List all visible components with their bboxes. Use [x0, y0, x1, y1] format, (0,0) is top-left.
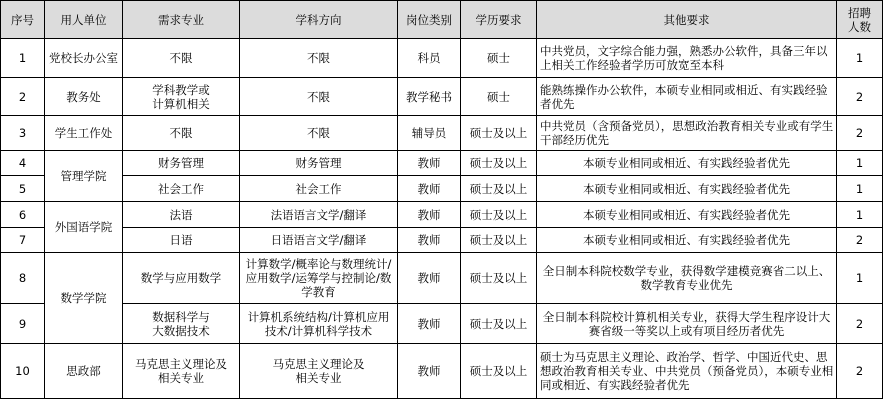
- cell-direction: 财务管理: [240, 151, 398, 176]
- table-row: [1, 78, 883, 116]
- table-row: [1, 344, 883, 399]
- header-index: 序号: [1, 1, 45, 39]
- cell-direction: 法语语言文学/翻译: [240, 202, 398, 228]
- cell-index: 2: [1, 78, 45, 116]
- cell-degree: 硕士及以上: [461, 304, 537, 344]
- cell-unit: 党校长办公室: [45, 39, 123, 78]
- table-row: [1, 228, 883, 253]
- table-row: [1, 202, 883, 228]
- cell-unit: 思政部: [45, 344, 123, 399]
- cell-index: 10: [1, 344, 45, 399]
- cell-degree: 硕士及以上: [461, 116, 537, 151]
- header-unit: 用人单位: [45, 1, 123, 39]
- cell-degree: 硕士及以上: [461, 344, 537, 399]
- cell-count: 2: [837, 78, 883, 116]
- cell-direction: 计算机系统结构/计算机应用技术/计算机科学技术: [240, 304, 398, 344]
- cell-direction: 不限: [240, 116, 398, 151]
- cell-category: 辅导员: [398, 116, 461, 151]
- cell-other: 全日制本科院校计算机相关专业，获得大学生程序设计大赛省级一等奖以上或有项目经历者优先: [537, 304, 837, 344]
- cell-category: 教学秘书: [398, 78, 461, 116]
- cell-other: 能熟练操作办公软件，本硕专业相同或相近、有实践经验者优先: [537, 78, 837, 116]
- cell-category: 教师: [398, 176, 461, 202]
- cell-category: 教师: [398, 304, 461, 344]
- cell-unit: 教务处: [45, 78, 123, 116]
- cell-major: 不限: [123, 116, 240, 151]
- header-other: 其他要求: [537, 1, 837, 39]
- cell-index: 7: [1, 228, 45, 253]
- cell-other: 中共党员（含预备党员），思想政治教育相关专业或有学生干部经历优先: [537, 116, 837, 151]
- cell-major: 学科教学或 计算机相关: [123, 78, 240, 116]
- cell-degree: 硕士及以上: [461, 228, 537, 253]
- header-direction: 学科方向: [240, 1, 398, 39]
- header-major: 需求专业: [123, 1, 240, 39]
- cell-degree: 硕士及以上: [461, 176, 537, 202]
- cell-degree: 硕士及以上: [461, 253, 537, 304]
- cell-count: 2: [837, 304, 883, 344]
- cell-index: 9: [1, 304, 45, 344]
- cell-major: 法语: [123, 202, 240, 228]
- cell-major: 日语: [123, 228, 240, 253]
- table-row: [1, 253, 883, 304]
- cell-unit: 管理学院: [45, 151, 123, 202]
- cell-category: 教师: [398, 228, 461, 253]
- cell-major: 财务管理: [123, 151, 240, 176]
- cell-index: 6: [1, 202, 45, 228]
- cell-direction: 马克思主义理论及 相关专业: [240, 344, 398, 399]
- cell-major: 社会工作: [123, 176, 240, 202]
- cell-unit: 数学学院: [45, 253, 123, 344]
- cell-unit: 外国语学院: [45, 202, 123, 253]
- cell-direction: 不限: [240, 78, 398, 116]
- table-row: [1, 39, 883, 78]
- table-row: [1, 176, 883, 202]
- cell-count: 2: [837, 116, 883, 151]
- cell-count: 1: [837, 202, 883, 228]
- header-count: 招聘 人数: [837, 1, 883, 39]
- cell-index: 5: [1, 176, 45, 202]
- header-degree: 学历要求: [461, 1, 537, 39]
- cell-major: 不限: [123, 39, 240, 78]
- cell-index: 1: [1, 39, 45, 78]
- cell-degree: 硕士: [461, 39, 537, 78]
- cell-other: 本硕专业相同或相近、有实践经验者优先: [537, 202, 837, 228]
- cell-direction: 计算数学/概率论与数理统计/应用数学/运筹学与控制论/数学教育: [240, 253, 398, 304]
- cell-major: 数学与应用数学: [123, 253, 240, 304]
- cell-category: 教师: [398, 253, 461, 304]
- cell-index: 3: [1, 116, 45, 151]
- cell-category: 教师: [398, 202, 461, 228]
- cell-other: 本硕专业相同或相近、有实践经验者优先: [537, 228, 837, 253]
- cell-other: 本硕专业相同或相近、有实践经验者优先: [537, 151, 837, 176]
- cell-other: 全日制本科院校数学专业，获得数学建模竞赛省二以上、数学教育专业优先: [537, 253, 837, 304]
- cell-index: 4: [1, 151, 45, 176]
- cell-other: 中共党员，文字综合能力强，熟悉办公软件，具备三年以上相关工作经验者学历可放宽至本科: [537, 39, 837, 78]
- cell-category: 科员: [398, 39, 461, 78]
- cell-category: 教师: [398, 344, 461, 399]
- cell-count: 2: [837, 344, 883, 399]
- cell-other: 本硕专业相同或相近、有实践经验者优先: [537, 176, 837, 202]
- cell-unit: 学生工作处: [45, 116, 123, 151]
- table-row: [1, 151, 883, 176]
- cell-index: 8: [1, 253, 45, 304]
- cell-count: 1: [837, 176, 883, 202]
- cell-count: 1: [837, 151, 883, 176]
- cell-count: 1: [837, 39, 883, 78]
- cell-major: 数据科学与 大数据技术: [123, 304, 240, 344]
- header-row: [1, 1, 883, 39]
- table-row: [1, 304, 883, 344]
- cell-direction: 日语语言文学/翻译: [240, 228, 398, 253]
- cell-direction: 社会工作: [240, 176, 398, 202]
- cell-direction: 不限: [240, 39, 398, 78]
- cell-degree: 硕士: [461, 78, 537, 116]
- table-row: [1, 116, 883, 151]
- cell-degree: 硕士及以上: [461, 151, 537, 176]
- cell-degree: 硕士及以上: [461, 202, 537, 228]
- cell-count: 2: [837, 228, 883, 253]
- header-category: 岗位类别: [398, 1, 461, 39]
- cell-major: 马克思主义理论及 相关专业: [123, 344, 240, 399]
- cell-category: 教师: [398, 151, 461, 176]
- cell-other: 硕士为马克思主义理论、政治学、哲学、中国近代史、思想政治教育相关专业、中共党员（预备党员），本硕专业相同或相近、有实践经验者优先: [537, 344, 837, 399]
- cell-count: 1: [837, 253, 883, 304]
